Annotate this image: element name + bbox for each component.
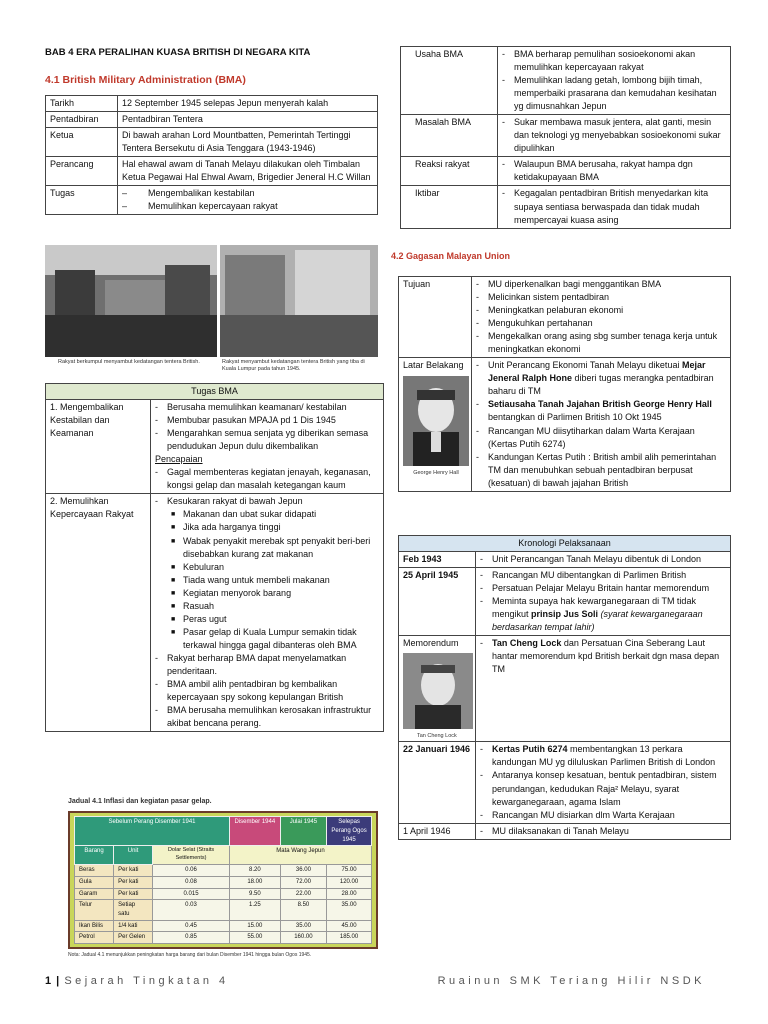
table-row: 2. Memulihkan Kepercayaan Rakyat - Kesukaran rakyat di bawah Jepun ■ Makanan dan ubat sukar didapati ■ Jika ada harganya tinggi ■ Wabak penyakit merebak spt penyakit beri-beri disebabkan kurang zat makanan ■ Kebuluran ■ Tiada wang untuk membeli makanan ■ Kegiatan menyorok barang ■ Rasuah ■ Peras ugut ■ Pasar gelap di Kuala Lumpur semakin tidak terkawal hingga gagal dibanteras oleh BMA - Rakyat berharap BMA dapat menyelamatkan penderitaan. - BMA ambil alih pentadbiran bg kembalikan kepercayaan spy sokong kepulangan British - BMA berusaha memulihkan kerosakan infrastruktur akibat bencana perang. <box>46 494 384 732</box>
list-item: ■ Kebuluran <box>171 561 225 572</box>
list-item: ■ Kegiatan menyorok barang <box>171 587 292 598</box>
table-row: 1 April 1946 - MU dilaksanakan di Tanah Melayu <box>399 823 731 839</box>
table-row: Telur Setiap satu 0.03 1.25 8.50 35.00 <box>75 900 372 920</box>
section-4-1-heading: 4.1 British Military Administration (BMA) <box>45 74 246 86</box>
page-number: 1 <box>45 975 53 987</box>
kronologi-table <box>398 535 731 840</box>
list-item: - Mengekalkan orang asing sbg sumber tenaga kerja untuk meningkatkan ekonomi <box>476 331 718 355</box>
list-item: - Tan Cheng Lock dan Persatuan Cina Seberang Laut hantar memorendum kpd British berkait dgn masa depan TM <box>480 638 720 675</box>
table-row: 22 Januari 1946 - Kertas Putih 6274 membentangkan 13 perkara kandungan MU yg diluluskan Parlimen British di London - Antaranya konsep kesatuan, bentuk pentadbiran, sistem perundangan, kedudukan Raja² Melayu, syarat kewarganegaraan, agama Islam - Rancangan MU disiarkan dlm Warta Kerajaan <box>399 742 731 823</box>
list-item: - BMA berharap pemulihan sosioekonomi akan memulihkan kepercayaan rakyat <box>502 49 696 73</box>
list-item: - Meningkatkan pelaburan ekonomi <box>476 305 624 316</box>
list-item: - BMA berusaha memulihkan kerosakan infrastruktur akibat bencana perang. <box>155 705 372 729</box>
list-item: - MU diperkenalkan bagi menggantikan BMA <box>476 279 662 289</box>
table-row: Iktibar - Kegagalan pentadbiran British menyedarkan kita supaya sentiasa berwaspada dan tidak mudah mempercayai kuasa asing <box>401 186 731 228</box>
list-item: - Gagal membenteras kegiatan jenayah, keganasan, kongsi gelap dan masalah ketegangan kaum <box>155 467 371 491</box>
list-item: - Rakyat berharap BMA dapat menyelamatkan penderitaan. <box>155 652 347 676</box>
table-row: Gula Per kati 0.08 18.00 72.00 120.00 <box>75 876 372 888</box>
list-item: - Meminta supaya hak kewarganegaraan di TM tidak mengikut prinsip Jus Soli (syarat kewarganegaraan berdasarkan tempat lahir) <box>480 596 703 633</box>
list-item: - Mengukuhkan pertahanan <box>476 318 593 329</box>
list-item: - Kegagalan pentadbiran British menyedarkan kita supaya sentiasa berwaspada dan tidak mudah mempercayai kuasa asing <box>502 188 709 225</box>
table-row: Memorendum Tan Cheng Lock - Tan Cheng Lock dan Persatuan Cina Seberang Laut hantar memorendum kpd British berkait dgn masa depan TM <box>399 636 731 742</box>
list-item: - Kesukaran rakyat di bawah Jepun <box>155 496 303 507</box>
photo-caption-right: Rakyat menyambut kedatangan tentera British yang tiba di Kuala Lumpur pada tahun 1945. <box>222 359 365 372</box>
table-row: 25 April 1945 - Rancangan MU dibentangkan di Parlimen British - Persatuan Pelajar Melayu Britain hantar memorendum - Meminta supaya hak kewarganegaraan di TM tidak mengikut prinsip Jus Soli (syarat kewarganegaraan berdasarkan tempat lahir) <box>399 568 731 636</box>
list-item: - Walaupun BMA berusaha, rakyat hampa dgn ketidakupayaan BMA <box>502 159 693 183</box>
table-row: Tugas – Mengembalikan kestabilan – Memulihkan kepercayaan rakyat <box>46 186 378 215</box>
list-item: - Rancangan MU disiarkan dlm Warta Kerajaan <box>480 809 675 820</box>
list-item: - Setiausaha Tanah Jajahan British George Henry Hall bentangkan di Parlimen British 10 Okt 1945 <box>476 399 712 423</box>
tugas-bma-header: Tugas BMA <box>46 384 384 400</box>
table-row: Usaha BMA - BMA berharap pemulihan sosioekonomi akan memulihkan kepercayaan rakyat - Memulihkan ladang getah, lombong bijih timah, memperbaiki prasarana dan kemudahan kesihatan yg dimusnahkan Jepun <box>401 47 731 115</box>
tan-cheng-lock-caption: Tan Cheng Lock <box>417 733 457 740</box>
jadual-title: Jadual 4.1 Inflasi dan kegiatan pasar gelap. <box>68 798 212 805</box>
list-item: - Rancangan MU diisytiharkan dalam Warta Kerajaan (Kertas Putih 6274) <box>476 425 695 449</box>
list-item: - Kandungan Kertas Putih : British ambil alih pemerintahan TM dan menubuhkan sebuah pentadbiran berpusat (kesatuan) di bawah jajahan British <box>476 451 717 488</box>
table-row: Latar Belakang George Henry Hall - Unit Perancang Ekonomi Tanah Melayu diketuai Mejar Jeneral Ralph Hone diberi tugas merangka pentadbiran baharu di TM - Setiausaha Tanah Jajahan British George Henry Hall bentangkan di Parlimen British 10 Okt 1945 - Rancangan MU diisytiharkan dalam Warta Kerajaan (Kertas Putih 6274) - Kandungan Kertas Putih : British ambil alih pemerintahan TM dan menubuhkan sebuah pentadbiran berpusat (kesatuan) di bawah jajahan British <box>399 358 731 491</box>
list-item: - Kertas Putih 6274 membentangkan 13 perkara kandungan MU yg diluluskan Parlimen British di London <box>480 744 716 768</box>
malayan-union-table <box>398 276 731 492</box>
table-row: Ketua Di bawah arahan Lord Mountbatten, Pemerintah Tertinggi Tentera Bersekutu di Asia Tenggara (1943-1946) <box>46 128 378 157</box>
list-item: ■ Rasuah <box>171 600 215 611</box>
list-item: - Rancangan MU dibentangkan di Parlimen British <box>480 570 687 581</box>
george-hall-caption: George Henry Hall <box>413 470 459 477</box>
list-item: – Memulihkan kepercayaan rakyat <box>122 201 278 212</box>
list-item: - Melicinkan sistem pentadbiran <box>476 292 610 303</box>
footer-right-text: Ruainun SMK Teriang Hilir NSDK <box>437 975 705 987</box>
jadual-4-1: Jadual 4.1 Inflasi dan kegiatan pasar gelap. Sebelum Perang Disember 1941 Disember 1944 Julai 1945 Selepas Perang Ogos 1945 Barang Unit Dolar Selat (Straits Settlements) Mata Wang Jepun Beras Per kati 0.06 8.20 36.00 75.00 Gula Per kati 0.08 18.00 72.00 120.00 Garam Per kati 0.015 9.50 22.00 28.00 Telur Setiap satu 0.03 1.25 8.50 35.00 Ikan Bilis 1/4 kati 0.45 15.00 35.00 45.00 Petrol Per Gelen 0.85 55.00 160.00 185.00 Nota: Jadual 4.1 menunjukkan peningkatan harga barang dari bulan Disember 1941 hingga bulan Ogos 1945. <box>68 797 378 959</box>
table-row: Reaksi rakyat - Walaupun BMA berusaha, rakyat hampa dgn ketidakupayaan BMA <box>401 157 731 186</box>
page-footer: 1 | Sejarah Tingkatan 4 Ruainun SMK Teriang Hilir NSDK <box>45 974 705 990</box>
list-item: - BMA ambil alih pentadbiran bg kembalikan kepercayaan spy sokong kepulangan British <box>155 679 344 703</box>
list-item: - MU dilaksanakan di Tanah Melayu <box>480 825 629 836</box>
list-item: - Unit Perancang Ekonomi Tanah Melayu diketuai Mejar Jeneral Ralph Hone diberi tugas merangka pentadbiran baharu di TM <box>476 360 714 397</box>
list-item: – Mengembalikan kestabilan <box>122 188 255 199</box>
list-item: ■ Wabak penyakit merebak spt penyakit beri-beri disebabkan kurang zat makanan <box>171 535 371 559</box>
list-item: ■ Tiada wang untuk membeli makanan <box>171 574 330 585</box>
list-item: - Antaranya konsep kesatuan, bentuk pentadbiran, sistem perundangan, kedudukan Raja² Melayu, syarat kewarganegaraan, agama Islam <box>480 770 717 807</box>
list-item: ■ Peras ugut <box>171 613 227 624</box>
george-henry-hall-photo <box>403 376 469 476</box>
kronologi-header: Kronologi Pelaksanaan <box>399 536 731 552</box>
list-item: - Unit Perancangan Tanah Melayu dibentuk di London <box>480 554 701 565</box>
tan-cheng-lock-photo <box>403 653 473 739</box>
tugas-bma-table <box>45 383 384 732</box>
list-item: - Persatuan Pelajar Melayu Britain hantar memorendum <box>480 583 710 594</box>
pencapaian-label: Pencapaian <box>155 454 203 465</box>
table-row: Garam Per kati 0.015 9.50 22.00 28.00 <box>75 888 372 900</box>
table-row: Beras Per kati 0.06 8.20 36.00 75.00 <box>75 865 372 877</box>
soldiers-photo-pair <box>45 245 378 357</box>
list-item: - Membubar pasukan MPAJA pd 1 Dis 1945 <box>155 415 336 426</box>
list-item: ■ Makanan dan ubat sukar didapati <box>171 509 317 520</box>
section-4-2-heading: 4.2 Gagasan Malayan Union <box>391 251 511 261</box>
table-row: Feb 1943 - Unit Perancangan Tanah Melayu dibentuk di London <box>399 552 731 568</box>
table-row: Petrol Per Gelen 0.85 55.00 160.00 185.00 <box>75 932 372 944</box>
photo-caption-left: Rakyat berkumpul menyambut kedatangan tentera British. <box>58 359 200 365</box>
list-item: ■ Jika ada harganya tinggi <box>171 522 281 533</box>
table-row: Perancang Hal ehawal awam di Tanah Melayu dilakukan oleh Timbalan Ketua Pegawai Hal Ehwal Awam, Brigedier Jeneral H.C Willan <box>46 157 378 186</box>
table-row: Tujuan - MU diperkenalkan bagi menggantikan BMA - Melicinkan sistem pentadbiran - Meningkatkan pelaburan ekonomi - Mengukuhkan pertahanan - Mengekalkan orang asing sbg sumber tenaga kerja untuk meningkatkan ekonomi <box>399 277 731 358</box>
page-title: BAB 4 ERA PERALIHAN KUASA BRITISH DI NEGARA KITA <box>45 47 311 58</box>
table-row: 1. Mengembalikan Kestabilan dan Keamanan - Berusaha memulihkan keamanan/ kestabilan - Membubar pasukan MPAJA pd 1 Dis 1945 - Mengarahkan semua senjata yg diberikan semasa pendudukan Jepun dulu dikembalikan Pencapaian - Gagal membenteras kegiatan jenayah, keganasan, kongsi gelap dan masalah ketegangan kaum <box>46 400 384 494</box>
table-row: Pentadbiran Pentadbiran Tentera <box>46 112 378 128</box>
crowd-photo <box>45 245 378 357</box>
footer-left-text: Sejarah Tingkatan 4 <box>64 975 229 987</box>
list-item: - Sukar membawa masuk jentera, alat ganti, mesin dan teknologi yg menyebabkan sosioekonomi sukar dipulihkan <box>502 117 721 154</box>
list-item: - Berusaha memulihkan keamanan/ kestabilan <box>155 402 347 413</box>
table-row: Tarikh 12 September 1945 selepas Jepun menyerah kalah <box>46 96 378 112</box>
table-row: Ikan Bilis 1/4 kati 0.45 15.00 35.00 45.00 <box>75 920 372 932</box>
table-row: Masalah BMA - Sukar membawa masuk jentera, alat ganti, mesin dan teknologi yg menyebabkan sosioekonomi sukar dipulihkan <box>401 115 731 157</box>
bma-info-table <box>45 95 378 215</box>
jadual-note: Nota: Jadual 4.1 menunjukkan peningkatan harga barang dari bulan Disember 1941 hingga bulan Ogos 1945. <box>68 951 312 958</box>
bma-details-table <box>400 46 731 229</box>
list-item: - Mengarahkan semua senjata yg diberikan semasa pendudukan Jepun dulu dikembalikan <box>155 428 369 452</box>
list-item: - Memulihkan ladang getah, lombong bijih timah, memperbaiki prasarana dan kemudahan kesihatan yg dimusnahkan Jepun <box>502 75 717 112</box>
list-item: ■ Pasar gelap di Kuala Lumpur semakin tidak terkawal hingga gagal dibanteras oleh BMA <box>171 626 357 650</box>
